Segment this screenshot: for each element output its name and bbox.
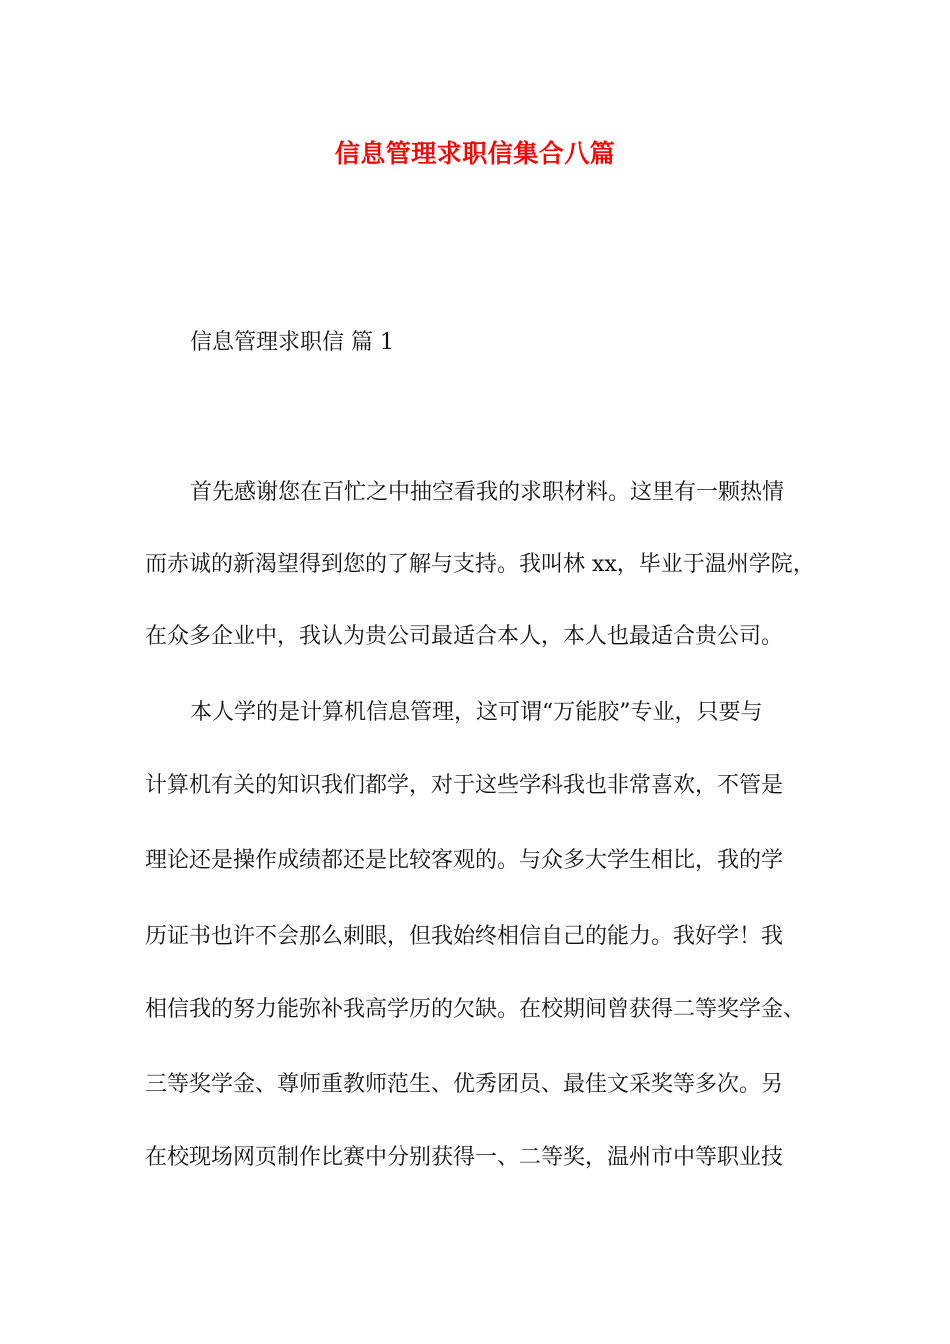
paragraph-line: 相信我的努力能弥补我高学历的欠缺。在校期间曾获得二等奖学金、	[145, 997, 806, 1022]
paragraph-line: 三等奖学金、尊师重教师范生、优秀团员、最佳文采奖等多次。另	[145, 1072, 784, 1097]
paragraph-line: 在校现场网页制作比赛中分别获得一、二等奖，温州市中等职业技	[145, 1145, 784, 1170]
paragraph-line: 首先感谢您在百忙之中抽空看我的求职材料。这里有一颗热情	[190, 480, 785, 505]
paragraph-line: 理论还是操作成绩都还是比较客观的。与众多大学生相比，我的学	[145, 848, 784, 873]
paragraph-line: 在众多企业中，我认为贵公司最适合本人，本人也最适合贵公司。	[145, 624, 784, 649]
paragraph-line: 而赤诚的新渴望得到您的了解与支持。我叫林 xx，毕业于温州学院，	[145, 552, 815, 577]
section-heading: 信息管理求职信 篇 1	[190, 330, 394, 355]
paragraph-line: 历证书也许不会那么刺眼，但我始终相信自己的能力。我好学！我	[145, 924, 784, 949]
document-title: 信息管理求职信集合八篇	[334, 139, 616, 168]
paragraph-line: 本人学的是计算机信息管理，这可谓“万能胶”专业，只要与	[190, 700, 763, 725]
paragraph-line: 计算机有关的知识我们都学，对于这些学科我也非常喜欢，不管是	[145, 773, 784, 798]
